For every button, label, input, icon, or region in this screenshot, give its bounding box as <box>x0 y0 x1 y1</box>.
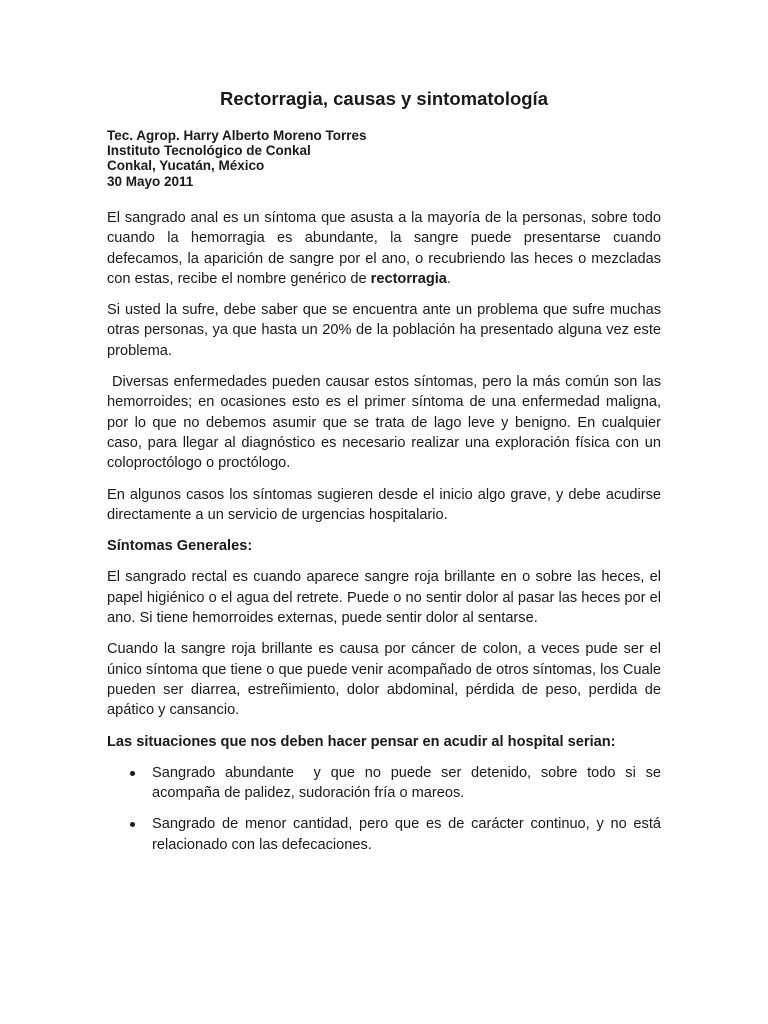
document-body <box>107 208 666 866</box>
list-item-text: Sangrado de menor cantidad, pero que es de carácter continuo, y no está relacionado con las defecaciones. <box>152 816 661 853</box>
list-item <box>107 814 661 855</box>
bullet-icon <box>130 771 135 776</box>
author-institution: Instituto Tecnológico de Conkal <box>107 143 311 159</box>
document-title: Rectorragia, causas y sintomatología <box>220 88 548 109</box>
list-item-text: Sangrado abundante y que no puede ser detenido, sobre todo si se acompaña de palidez, sudoración fría o mareos. <box>152 764 666 802</box>
list-item <box>107 763 666 804</box>
author-name: Tec. Agrop. Harry Alberto Moreno Torres <box>107 128 367 143</box>
body-paragraph: En algunos casos los síntomas sugieren desde el inicio algo grave, y debe acudirse directamente a un servicio de urgencias hospitalario. <box>107 486 661 523</box>
intro-text: El sangrado anal es un síntoma que asusta a la mayoría de la personas, sobre todo cuando la hemorragia es abundante, la sangre puede presentarse cuando defecamos, la aparición de sangre por el ano, o recubriendo las heces o mezcladas con estas, recibe el nombre genérico de <box>107 210 661 287</box>
author-block <box>107 128 367 189</box>
body-paragraph: Diversas enfermedades pueden causar estos síntomas, pero la más común son las hemorroides; en ocasiones esto es el primer síntoma de una enfermedad maligna, por lo que no debemos asumir que se trata de lago leve y benigno. En cualquier caso, para llegar al diagnóstico es necesario realizar una exploración física con un coloproctólogo o proctólogo. <box>107 374 666 472</box>
situations-list <box>107 763 666 855</box>
section-heading-general: Síntomas Generales: <box>107 538 253 555</box>
author-location: Conkal, Yucatán, México <box>107 158 265 174</box>
body-paragraph: Si usted la sufre, debe saber que se encuentra ante un problema que sufre muchas otras personas, ya que hasta un 20% de la población ha presentado alguna vez este problema. <box>107 302 661 359</box>
intro-text-end: . <box>446 270 451 287</box>
document-date: 30 Mayo 2011 <box>107 173 194 189</box>
intro-bold-term: rectorragia <box>370 270 447 287</box>
intro-paragraph <box>107 208 661 289</box>
bullet-icon <box>130 822 135 827</box>
general-paragraph: Cuando la sangre roja brillante es causa por cáncer de colon, a veces pude ser el único síntoma que tiene o que puede venir acompañado de otros síntomas, los Cuale pueden ser diarrea, estreñimiento, dolor abdominal, pérdida de peso, perdida de apático y cansancio. <box>107 641 661 719</box>
section-heading-situations: Las situaciones que nos deben hacer pensar en acudir al hospital serian: <box>107 733 616 750</box>
general-paragraph: El sangrado rectal es cuando aparece sangre roja brillante en o sobre las heces, el papel higiénico o el agua del retrete. Puede o no sentir dolor al pasar las heces por el ano. Si tiene hemorroides externas, puede sentir dolor al sentarse. <box>107 569 661 627</box>
